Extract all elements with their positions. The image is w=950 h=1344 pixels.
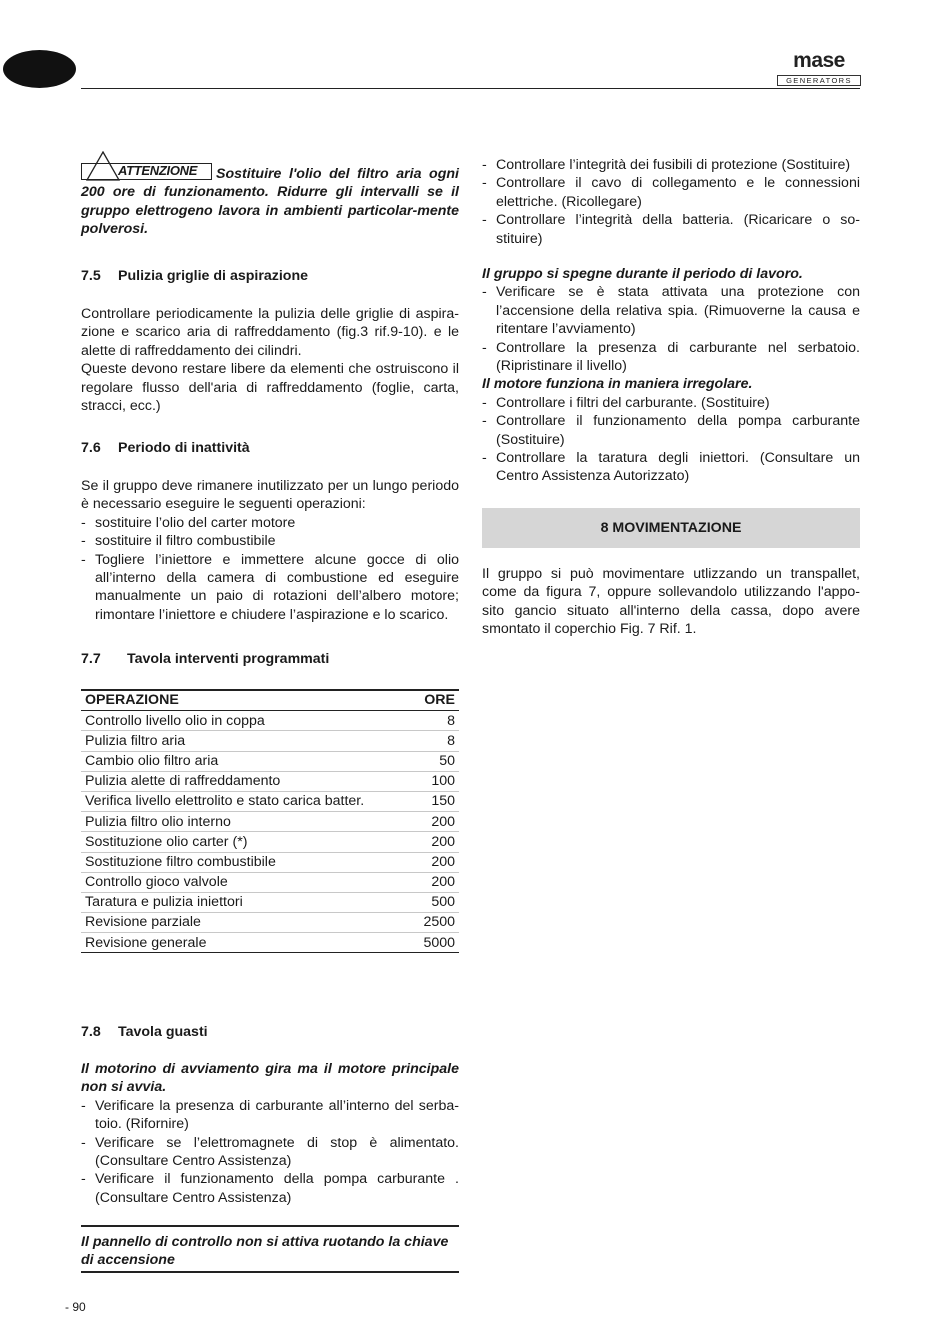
list-item: - Controllare la taratura degli iniettori. (Consultare un Centro Assistenza Autorizzato) xyxy=(482,449,860,486)
operation-cell: Cambio olio filtro aria xyxy=(81,751,413,771)
fault-stops-during-work xyxy=(482,265,860,486)
section-heading-7-5 xyxy=(81,267,459,285)
table-row xyxy=(81,751,459,771)
fault-panel-remedies xyxy=(482,156,860,248)
section-number: 7.6 xyxy=(81,440,101,456)
operation-cell: Revisione generale xyxy=(81,933,413,953)
logo-subtitle: GENERATORS xyxy=(777,75,861,86)
section-heading-7-6 xyxy=(81,439,459,457)
warning-text-rest: 200 ore di funzionamento. Ridurre gli intervalli se il gruppo elettrogeno lavora in ambienti particolar-mente polverosi. xyxy=(81,184,459,238)
page-number: - 90 xyxy=(65,1300,86,1314)
operation-cell: Controllo livello olio in coppa xyxy=(81,711,413,731)
section-number: 7.5 xyxy=(81,268,101,284)
warning-badge xyxy=(81,163,212,180)
table-row xyxy=(81,872,459,892)
section-heading-7-7 xyxy=(81,650,459,668)
hours-cell: 150 xyxy=(413,791,459,811)
fault-starter-runs xyxy=(81,1060,459,1207)
list-item: - sostituire il filtro combustibile xyxy=(81,532,459,550)
hours-cell: 200 xyxy=(413,872,459,892)
fault-title: Il gruppo si spegne durante il periodo di lavoro. xyxy=(482,266,803,282)
section-heading-7-8 xyxy=(81,1023,459,1041)
list-item: - Controllare il cavo di collegamento e le connessioni elettriche. (Ricollegare) xyxy=(482,174,860,211)
section-title: Pulizia griglie di aspirazione xyxy=(118,268,309,284)
operation-cell: Pulizia filtro aria xyxy=(81,731,413,751)
warning-triangle-icon xyxy=(86,151,120,181)
warning-label: ATTENZIONE xyxy=(118,163,198,178)
list-item: - Controllare l’integrità dei fusibili di protezione (Sostituire) xyxy=(482,156,860,174)
section-7-6-body xyxy=(81,477,459,624)
column-header-hours: ORE xyxy=(413,690,459,711)
paragraph: Queste devono restare libere da elementi che ostruiscono il regolare flusso dell'aria di raffreddamento (foglie, carta, stracci, ecc.) xyxy=(81,361,459,415)
list-item: - Controllare la presenza di carburante nel serbatoio. (Ripristinare il livello) xyxy=(482,339,860,376)
fault-title: Il motorino di avviamento gira ma il motore principale non si avvia. xyxy=(81,1061,459,1096)
fault-title: Il pannello di controllo non si attiva ruotando la chiave di accensione xyxy=(81,1234,449,1269)
hours-cell: 2500 xyxy=(413,913,459,933)
hours-cell: 200 xyxy=(413,812,459,832)
section-number: 7.8 xyxy=(81,1024,101,1040)
column-header-operation: OPERAZIONE xyxy=(81,690,413,711)
list-item: - Verificare la presenza di carburante all’interno del serba-toio. (Rifornire) xyxy=(81,1097,459,1134)
section-8-body xyxy=(482,565,860,639)
table-row xyxy=(81,933,459,953)
table-header-row xyxy=(81,690,459,711)
fault-remedies xyxy=(482,283,860,375)
fault-remedies xyxy=(482,394,860,486)
operation-cell: Pulizia alette di raffreddamento xyxy=(81,771,413,791)
warning-note xyxy=(81,163,459,239)
operation-cell: Revisione parziale xyxy=(81,913,413,933)
list-item: - Controllare l’integrità della batteria. (Ricaricare o so-stituire) xyxy=(482,211,860,248)
hours-cell: 8 xyxy=(413,731,459,751)
table-row xyxy=(81,852,459,872)
operation-cell: Pulizia filtro olio interno xyxy=(81,812,413,832)
list-item: - Verificare se l’elettromagnete di stop è alimentato. (Consultare Centro Assistenza) xyxy=(81,1134,459,1171)
maintenance-table-body xyxy=(81,711,459,953)
section-title: Periodo di inattività xyxy=(118,440,250,456)
hours-cell: 200 xyxy=(413,852,459,872)
fault-panel-inactive xyxy=(81,1225,459,1273)
fault-title: Il motore funziona in maniera irregolare. xyxy=(482,376,753,393)
table-row xyxy=(81,731,459,751)
hours-cell: 8 xyxy=(413,711,459,731)
list-item: - sostituire l’olio del carter motore xyxy=(81,514,459,532)
operation-cell: Controllo gioco valvole xyxy=(81,872,413,892)
list-item: - Verificare il funzionamento della pompa carburante . (Consultare Centro Assistenza) xyxy=(81,1170,459,1207)
list-item: - Togliere l’iniettore e immettere alcune gocce di olio all’interno della camera di combustione ed eseguire manualmente un paio di rotazioni dell’albero motore; rimontare l’iniettore e chiudere l’aspirazione e lo scarico. xyxy=(81,551,459,625)
hours-cell: 100 xyxy=(413,771,459,791)
hours-cell: 5000 xyxy=(413,933,459,953)
section-title: Tavola interventi programmati xyxy=(127,651,330,667)
fault-remedies xyxy=(482,156,860,248)
section-7-5-body xyxy=(81,305,459,415)
maintenance-table-wrap xyxy=(81,689,459,953)
list-item: - Controllare i filtri del carburante. (Sostituire) xyxy=(482,394,860,412)
paragraph: Il gruppo si può movimentare utlizzando un transpallet, come da figura 7, oppure sollevandolo utilizzando l'appo-sito gancio situato all'interno della cassa, dopo avere smontato il coperchio Fig. 7 Rif. 1. xyxy=(482,566,860,638)
table-row xyxy=(81,812,459,832)
table-row xyxy=(81,771,459,791)
section-number: 7.7 xyxy=(81,651,101,667)
table-row xyxy=(81,711,459,731)
warning-text-first: Sostituire l'olio del filtro aria ogni xyxy=(216,166,459,182)
paragraph: Controllare periodicamente la pulizia delle griglie di aspira-zione e scarico aria di raffreddamento (fig.3 rif.9-10). e le alette di raffreddamento dei cilindri. xyxy=(81,306,459,359)
header-rule xyxy=(81,88,860,89)
table-row xyxy=(81,913,459,933)
table-row xyxy=(81,892,459,912)
operation-cell: Verifica livello elettrolito e stato carica batter. xyxy=(81,791,413,811)
hours-cell: 50 xyxy=(413,751,459,771)
list-item: - Controllare il funzionamento della pompa carburante (Sostituire) xyxy=(482,412,860,449)
operations-list xyxy=(81,514,459,624)
maintenance-table xyxy=(81,689,459,953)
operation-cell: Sostituzione filtro combustibile xyxy=(81,852,413,872)
logo-word: mase xyxy=(793,49,845,72)
paragraph: Se il gruppo deve rimanere inutilizzato per un lungo periodo è necessario eseguire le seguenti operazioni: xyxy=(81,478,459,513)
table-row xyxy=(81,791,459,811)
operation-cell: Taratura e pulizia iniettori xyxy=(81,892,413,912)
operation-cell: Sostituzione olio carter (*) xyxy=(81,832,413,852)
page-tab-marker xyxy=(3,50,76,88)
hours-cell: 500 xyxy=(413,892,459,912)
table-row xyxy=(81,832,459,852)
section-title: Tavola guasti xyxy=(118,1024,208,1040)
section-bar-movimentazione: 8 MOVIMENTAZIONE xyxy=(482,508,860,548)
mase-logo xyxy=(777,49,861,86)
fault-remedies xyxy=(81,1097,459,1207)
list-item: - Verificare se è stata attivata una protezione con l’accensione della relativa spia. (Rimuoverne la causa e ritentare l’avviamento) xyxy=(482,283,860,338)
hours-cell: 200 xyxy=(413,832,459,852)
